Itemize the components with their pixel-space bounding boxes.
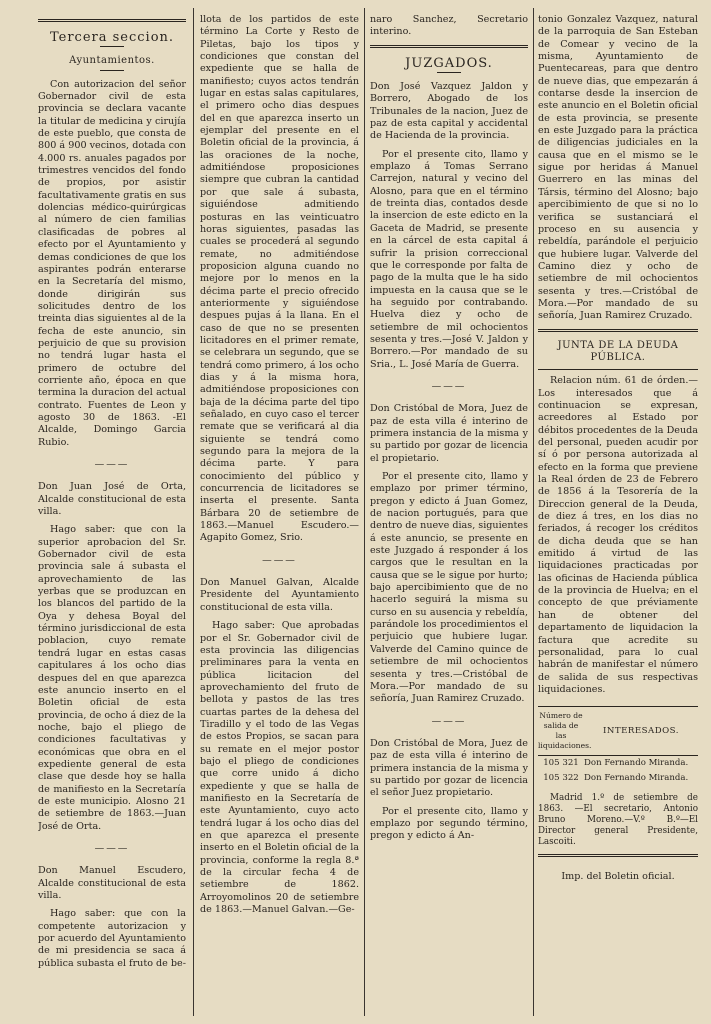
separator: ——— [94,842,130,854]
signature: Madrid 1.º de setiembre de 1863. —El secretario, Antonio Bruno Moreno.—V.º B.º—El Director general Presidente, Lascoiti. [538,792,698,847]
section-title: JUZGADOS. [405,55,493,71]
table-cell-number: 105 321 [543,758,579,769]
section-rule [370,45,528,48]
notice-paragraph: Hago saber: Que aprobadas por el Sr. Gobernador civil de esta provincia las diligencias preliminares para la venta en pública licitacion del aprovechamiento del fruto de bellota y pastos de las tres cuartas partes de la dehesa del Tiradillo y el todo de las Vegas de estos Propios, se sacan para su remate en el mejor postor bajo el pliego de condiciones que corre unido á dicho expediente y que se halla de manifiesto en la Secretaría de este Ayuntamiento, cuyo acto tendrá lugar á los ocho dias del en que aparezca el presente inserto en el Boletin oficial de la provincia, conforme la regla 8.ª de la circular fecha 4 de setiembre de 1862. Arroyomolinos 20 de setiembre de 1863.—Manuel Galvan.—Ge- [200,620,359,916]
column-rule [533,8,534,1016]
table-row [538,771,698,785]
notice-paragraph: Con autorizacion del señor Gobernador civil de esta provincia se declara vacante la titular de medicina y cirujía de este pueblo, que consta de 800 á 900 vecinos, dotada con 4.000 rs. anuales pagados por trimestres vencidos del fondo de propios, por asistir facultativamente gratis en sus dolencias médico-quirúrgicas al número de cien familias clasificadas de pobres al efecto por el Ayuntamiento y demas condiciones de que los aspirantes podrán enterarse en la Secretaría del mismo, donde dirigirán sus solicitudes dentro de los treinta dias siguientes al de la fecha de este anuncio, sin perjuicio de que su provision no tendrá lugar hasta el primero de octubre del corriente año, época en que termina la duracion del actual contrato. Fuentes de Leon y agosto 30 de 1863. -El Alcalde, Domingo Garcia Rubio. [38,78,186,448]
creditors-table [538,706,698,785]
section-title: JUNTA DE LA DEUDA PÚBLICA. [557,339,679,363]
divider [538,369,698,370]
table-cell-name: Don Fernando Miranda. [584,772,689,783]
divider [100,70,124,71]
section-title: Tercera seccion. [49,30,175,45]
separator: ——— [431,380,467,392]
notice-heading: Don Juan José de Orta, Alcalde constitucional de esta villa. [38,481,186,518]
section-rule [538,329,698,332]
notice-paragraph: Relacion núm. 61 de órden.—Los interesados que á continuacion se expresan, acreedores al Estado por débitos procedentes de la Deuda del personal, pueden acudir por sí ó por persona autorizada al efecto en la forma que previene la Real órden de 23 de Febrero de 1856 á la Tesorería de la Direccion general de la Deuda, de diez á tres, en los dias no feriados, á recoger los créditos de dicha deuda que se han emitido á virtud de las liquidaciones practicadas por las oficinas de Hacienda pública de la provincia de Huelva; en el concepto de que préviamente han de obtener del departamento de liquidacion la factura que acredite su personalidad, para lo cual habrán de manifestar el número de salida de sus respectivas liquidaciones. [538,375,698,695]
notice-paragraph: Por el presente cito, llamo y emplazo por primer término, pregon y edicto á Juan Gomez, de nacion portugués, para que dentro de nueve dias, siguientes á este anuncio, se presente en este Juzgado á responder á los cargos que le resultan en la causa que se le sigue por hurto; bajo apercibimiento que de no hacerlo seguirá la misma su curso en su ausencia y rebeldía, parándole los procedimientos el perjuicio que hubiere lugar. Valverde del Camino quince de setiembre de mil ochocientos sesenta y tres.—Cristóbal de Mora.—Por mandado de su señoría, Juan Ramirez Cruzado. [370,471,528,705]
divider [100,46,124,47]
notice-paragraph: tonio Gonzalez Vazquez, natural de la parroquia de San Esteban de Comear y vecino de la misma, Ayuntamiento de Puentecareas, para que dentro de nueve dias, que empezarán á contarse desde la insercion de este anuncio en el Boletin oficial de esta provincia, se presente en este Juzgado para la práctica de diligencias judiciales en la causa que en el mismo se le sigue por heridas á Manuel Guerrero en las minas del Társis, término del Alosno; bajo apercibimiento de que si no lo verifica se sustanciará el proceso en su ausencia y rebeldía, parándole el perjuicio que hubiere lugar. Valverde del Camino diez y ocho de setiembre de mil ochocientos sesenta y tres.—Cristóbal de Mora.—Por mandado de su señoría, Juan Ramirez Cruzado. [538,14,698,322]
notice-paragraph: Por el presente cito, llamo y emplazo á Tomas Serrano Carrejon, natural y vecino del Alosno, para que en el término de treinta dias, contados desde la insercion de este edicto en la Gaceta de Madrid, se presente en la cárcel de esta capital á sufrir la prision correccional que le corresponde por falta de pago de la multa que le ha sido impuesta en la causa que se le ha seguido por contrabando. Huelva diez y ocho de setiembre de mil ochocientos sesenta y tres.—José V. Jaldon y Borrero.—Por mandado de su Sria., L. José María de Guerra. [370,148,528,370]
notice-paragraph: llota de los partidos de este término La Corte y Resto de Piletas, bajo los tipos y condiciones que constan del expediente que se halla de manifiesto; cuyos actos tendrán lugar en estas salas capitulares, el primero ocho dias despues del en que aparezca inserto un ejemplar del presente en el Boletin oficial de la provincia, á las oraciones de la noche, admitiéndose proposiciones siempre que cubran la cantidad por que sale á subasta, siguiéndose admitiendo posturas en las veinticuatro horas siguientes, pasadas las cuales se procederá al segundo remate, no admitiéndose proposicion alguna cuando no mejore por lo menos en la décima parte el precio ofrecido anteriormente y siguiéndose despues pujas á la llana. En el caso de que no se presenten licitadores en el primer remate, se celebrara un segundo, que se tendrá como primero, á los ocho dias y á la misma hora, admitiéndose proposiciones con baja de la décima parte del tipo señalado, en cuyo caso el tercer remate que se verificará al dia siguiente se tendrá como segundo para la mejora de la décima parte. Y para conocimiento del público y concurrencia de licitadores se inserta el presente. Santa Bárbara 20 de setiembre de 1863.—Manuel Escudero.—Agapito Gomez, Srio. [200,14,359,544]
notice-paragraph: Hago saber: que con la superior aprobacion del Sr. Gobernador civil de esta provincia sale á subasta el aprovechamiento de las yerbas que se produzcan en los blancos del partido de la Oya y dehesa Boyal del término jurisdiccional de esta poblacion, cuyo remate tendrá lugar en estas casas capitulares á los ocho dias despues del en que aparezca este anuncio inserto en el Boletin oficial de esta provincia, de ocho á diez de la noche, bajo el pliego de condiciones facultativas y económicas que obra en el expediente general de esta clase que desde hoy se halla de manifiesto en la Secretaría de este municipio. Alosno 21 de setiembre de 1863.—Juan José de Orta. [38,524,186,832]
notice-heading: Don Manuel Escudero, Alcalde constitucional de esta villa. [38,865,186,901]
column-rule [364,8,365,1016]
separator: ——— [431,715,467,727]
column-3 [370,14,528,1018]
column-1 [38,14,186,1018]
table-row [538,756,698,770]
column-header-interesados: INTERESADOS. [602,726,679,737]
separator: ——— [262,554,297,566]
table-cell-name: Don Fernando Miranda. [584,758,689,769]
subsection-title: Ayuntamientos. [69,55,155,67]
notice-paragraph: Por el presente cito, llamo y emplazo por segundo término, pregon y edicto á An- [370,805,528,842]
notice-heading: Don Manuel Galvan, Alcalde Presidente del Ayuntamiento constitucional de esta villa. [200,577,359,613]
column-header-number: Número de salida de las liquidaciones. [538,711,592,751]
notice-paragraph: Hago saber: que con la competente autorizacion y por acuerdo del Ayuntamiento de mi presidencia se saca á pública subasta el fruto de be- [38,908,186,969]
notice-heading: Don José Vazquez Jaldon y Borrero, Abogado de los Tribunales de la nacion, Juez de paz de esta capital y accidental de Hacienda de la provincia. [370,81,528,142]
notice-heading: Don Cristóbal de Mora, Juez de paz de esta villa é interino de primera instancia de la misma y su partido por gozar de licencia el señor Juez propietario. [370,737,528,799]
column-4 [538,14,698,1018]
notice-heading: Don Cristóbal de Mora, Juez de paz de esta villa é interino de primera instancia de la misma y su partido por gozar de licencia el propietario. [370,403,528,464]
section-rule [538,854,698,857]
column-2 [200,14,359,1018]
notice-paragraph: naro Sanchez, Secretario interino. [370,14,528,38]
column-rule [193,8,194,1016]
table-cell-number: 105 322 [543,772,579,783]
divider [437,72,461,73]
section-rule [38,19,186,22]
imprint: Imp. del Boletin oficial. [561,870,675,882]
table-header [538,706,698,756]
separator: ——— [94,459,130,470]
